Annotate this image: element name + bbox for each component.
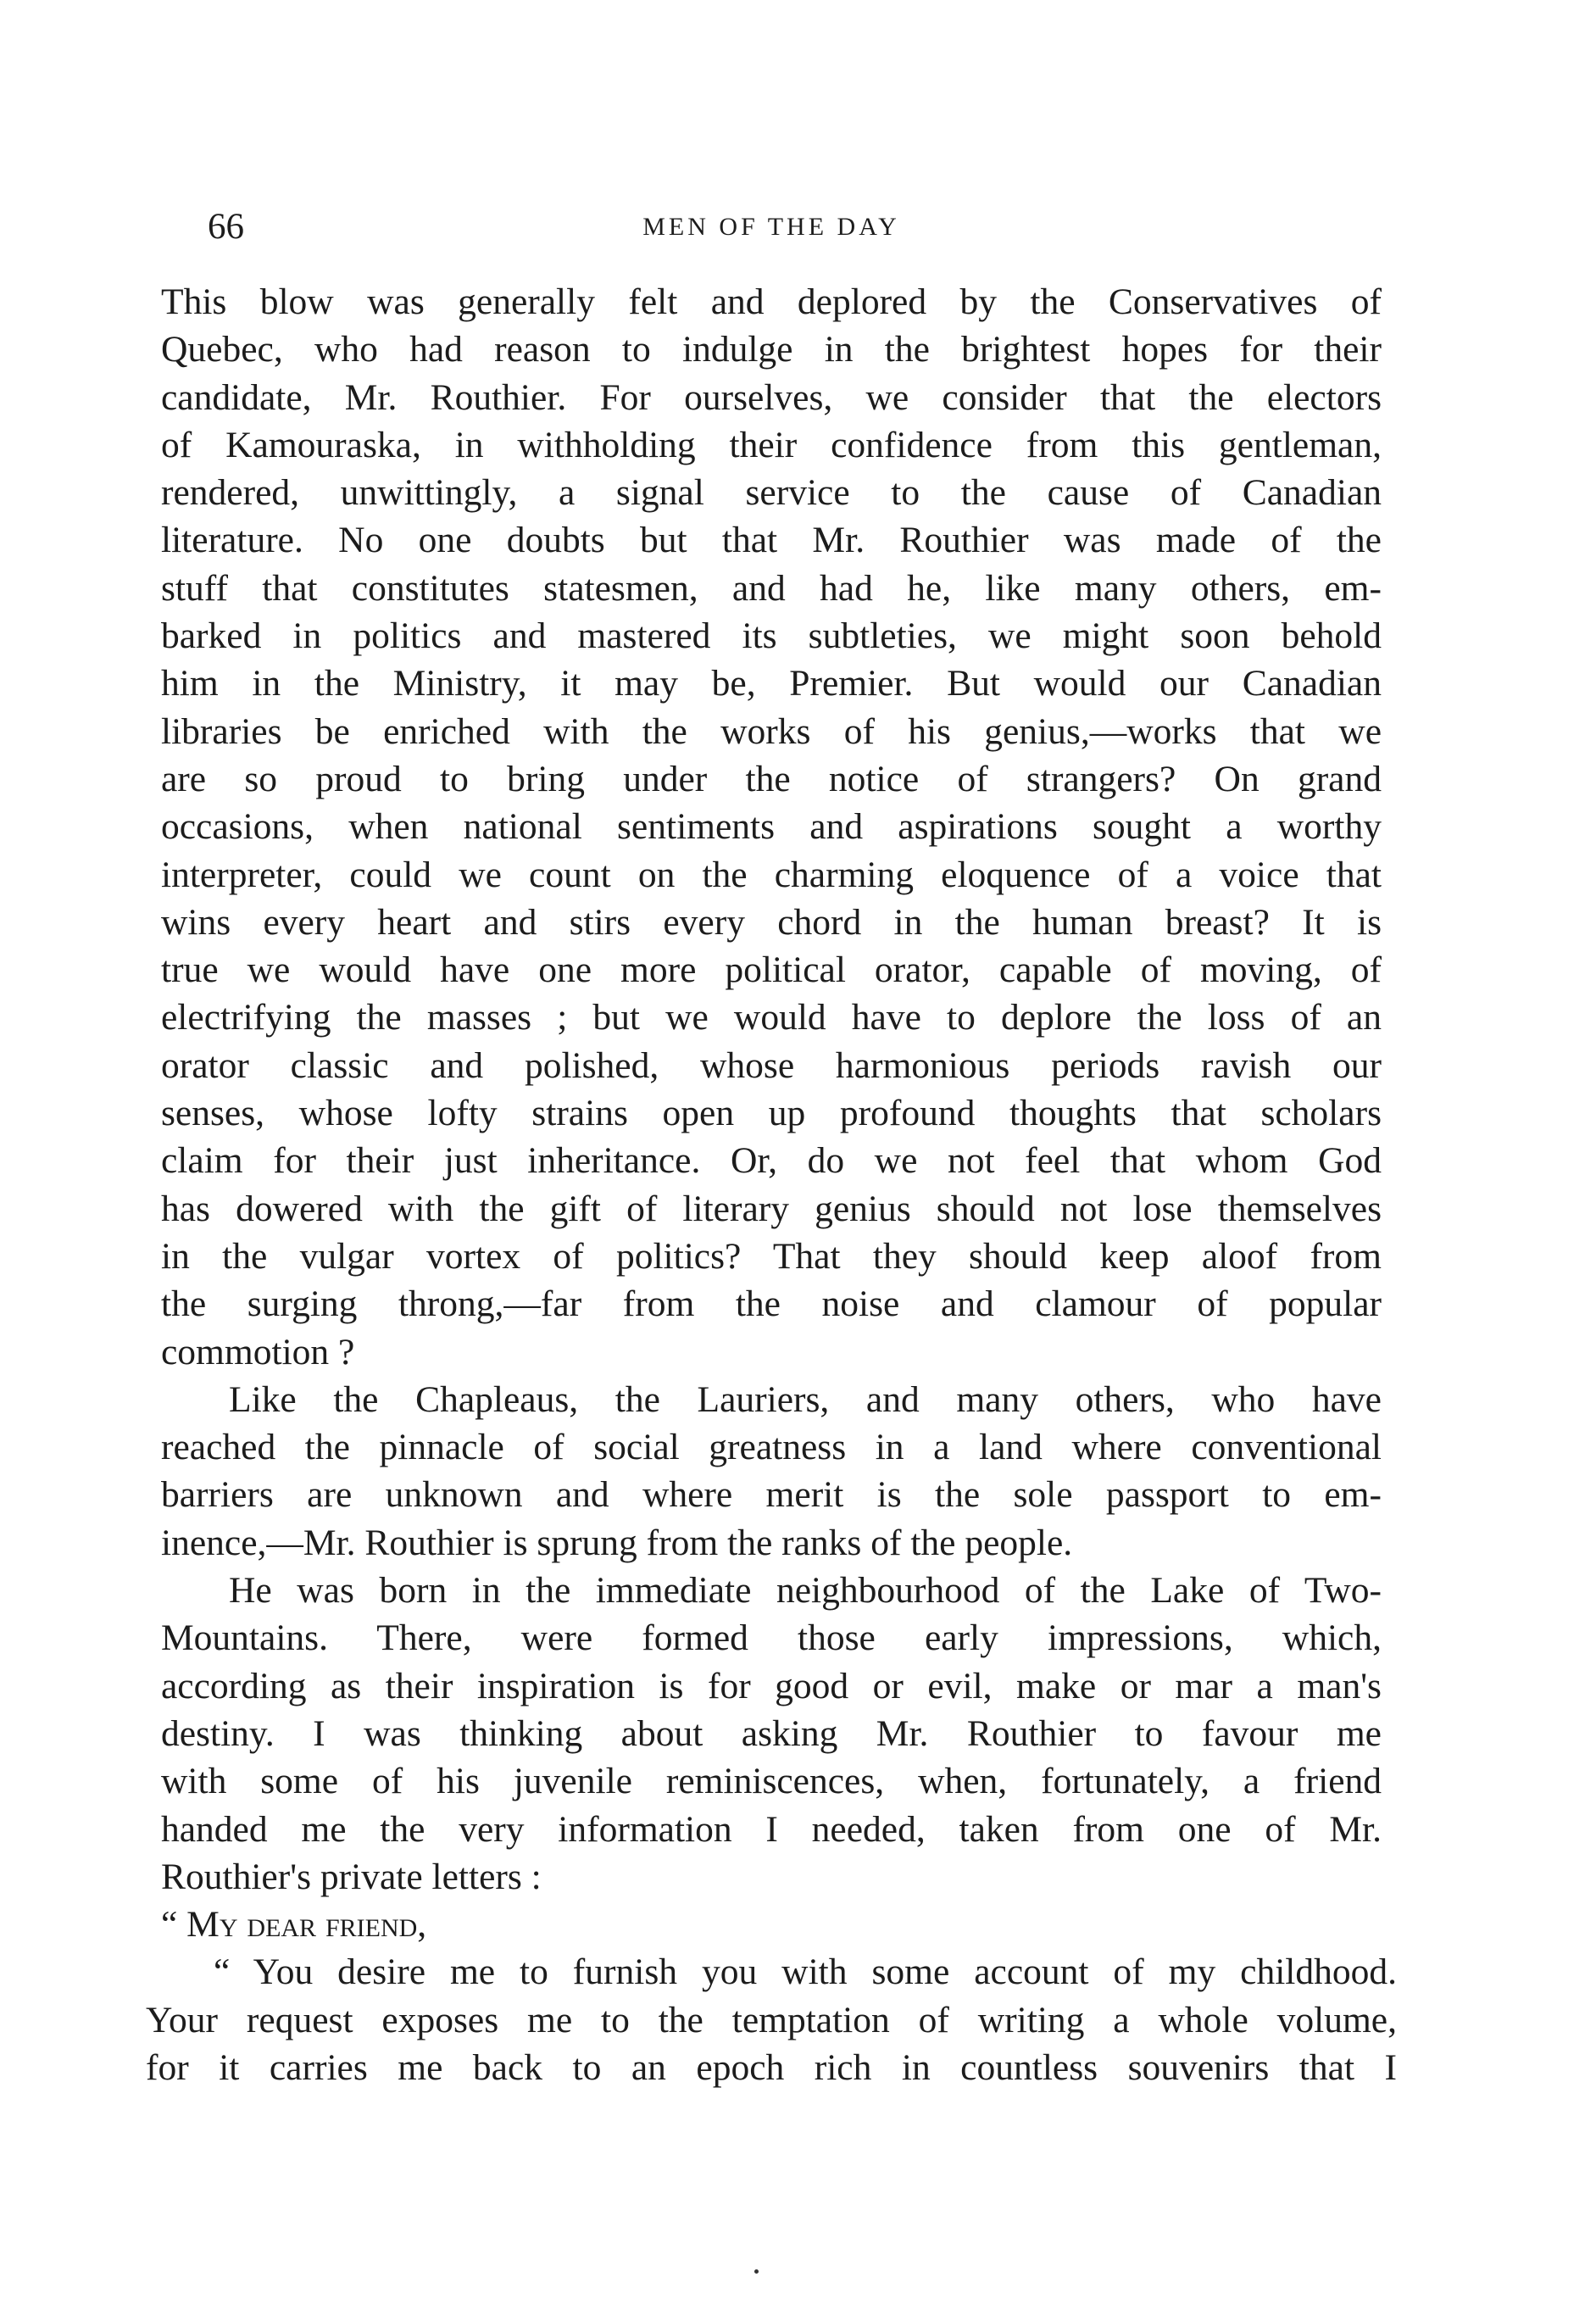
- text-line: handed me the very information I needed, taken from one of Mr.: [161, 1808, 1382, 1850]
- book-page: [146, 0, 1397, 2316]
- text-line: rendered, unwittingly, a signal service to the cause of Canadian: [161, 472, 1382, 514]
- text-line: Your request exposes me to the temptation of writing a whole volume,: [146, 1999, 1397, 2040]
- text-line: Routhier's private letters :: [161, 1856, 542, 1897]
- text-line: Mountains. There, were formed those early impressions, which,: [161, 1617, 1382, 1659]
- text-line: reached the pinnacle of social greatness in a land where conventional: [161, 1427, 1382, 1468]
- text-line: true we would have one more political orator, capable of moving, of: [161, 949, 1382, 991]
- paragraph-start-line: Like the Chapleaus, the Lauriers, and many others, who have: [229, 1378, 1382, 1420]
- paragraph-start-line: He was born in the immediate neighbourhood of the Lake of Two-: [229, 1570, 1382, 1612]
- text-line: barked in politics and mastered its subtleties, we might soon behold: [161, 615, 1382, 657]
- text-line: him in the Ministry, it may be, Premier. But would our Canadian: [161, 663, 1382, 704]
- text-line: stuff that constitutes statesmen, and had he, like many others, em-: [161, 567, 1382, 609]
- text-line: electrifying the masses ; but we would have to deplore the loss of an: [161, 997, 1382, 1038]
- running-head: [161, 202, 1382, 253]
- text-line: libraries be enriched with the works of his genius,—works that we: [161, 710, 1382, 752]
- text-line: orator classic and polished, whose harmonious periods ravish our: [161, 1044, 1382, 1086]
- text-line: of Kamouraska, in withholding their confidence from this gentleman,: [161, 424, 1382, 465]
- text-line: literature. No one doubts but that Mr. Routhier was made of the: [161, 520, 1382, 561]
- text-line: are so proud to bring under the notice of strangers? On grand: [161, 758, 1382, 799]
- text-line: claim for their just inheritance. Or, do we not feel that whom God: [161, 1140, 1382, 1182]
- text-line: Quebec, who had reason to indulge in the brightest hopes for their: [161, 329, 1382, 370]
- text-line: with some of his juvenile reminiscences, when, fortunately, a friend: [161, 1761, 1382, 1802]
- text-line: commotion ?: [161, 1331, 355, 1372]
- text-line: according as their inspiration is for good or evil, make or mar a man's: [161, 1665, 1382, 1706]
- text-line: senses, whose lofty strains open up profound thoughts that scholars: [161, 1093, 1382, 1134]
- text-line: barriers are unknown and where merit is the sole passport to em-: [161, 1474, 1382, 1516]
- letter-salutation: “ My dear friend,: [161, 1904, 427, 1946]
- text-line: inence,—Mr. Routhier is sprung from the ranks of the people.: [161, 1522, 1073, 1563]
- text-line: for it carries me back to an epoch rich in countless souvenirs that I: [146, 2046, 1397, 2088]
- text-line: destiny. I was thinking about asking Mr. Routhier to favour me: [161, 1712, 1382, 1754]
- text-line: interpreter, could we count on the charming eloquence of a voice that: [161, 854, 1382, 895]
- print-mark: [754, 2269, 759, 2274]
- text-line: candidate, Mr. Routhier. For ourselves, we consider that the electors: [161, 376, 1382, 418]
- text-line: This blow was generally felt and deplored by the Conservatives of: [161, 281, 1382, 322]
- paragraph-start-line: “ You desire me to furnish you with some account of my childhood.: [214, 1951, 1397, 1993]
- text-line: the surging throng,—far from the noise and clamour of popular: [161, 1283, 1382, 1325]
- text-line: has dowered with the gift of literary genius should not lose themselves: [161, 1188, 1382, 1229]
- body-text: [146, 278, 1397, 2091]
- text-line: in the vulgar vortex of politics? That they should keep aloof from: [161, 1235, 1382, 1277]
- text-line: wins every heart and stirs every chord in the human breast? It is: [161, 901, 1382, 943]
- text-line: occasions, when national sentiments and aspirations sought a worthy: [161, 806, 1382, 848]
- page-number: 66: [208, 207, 244, 247]
- running-title: MEN OF THE DAY: [642, 213, 900, 241]
